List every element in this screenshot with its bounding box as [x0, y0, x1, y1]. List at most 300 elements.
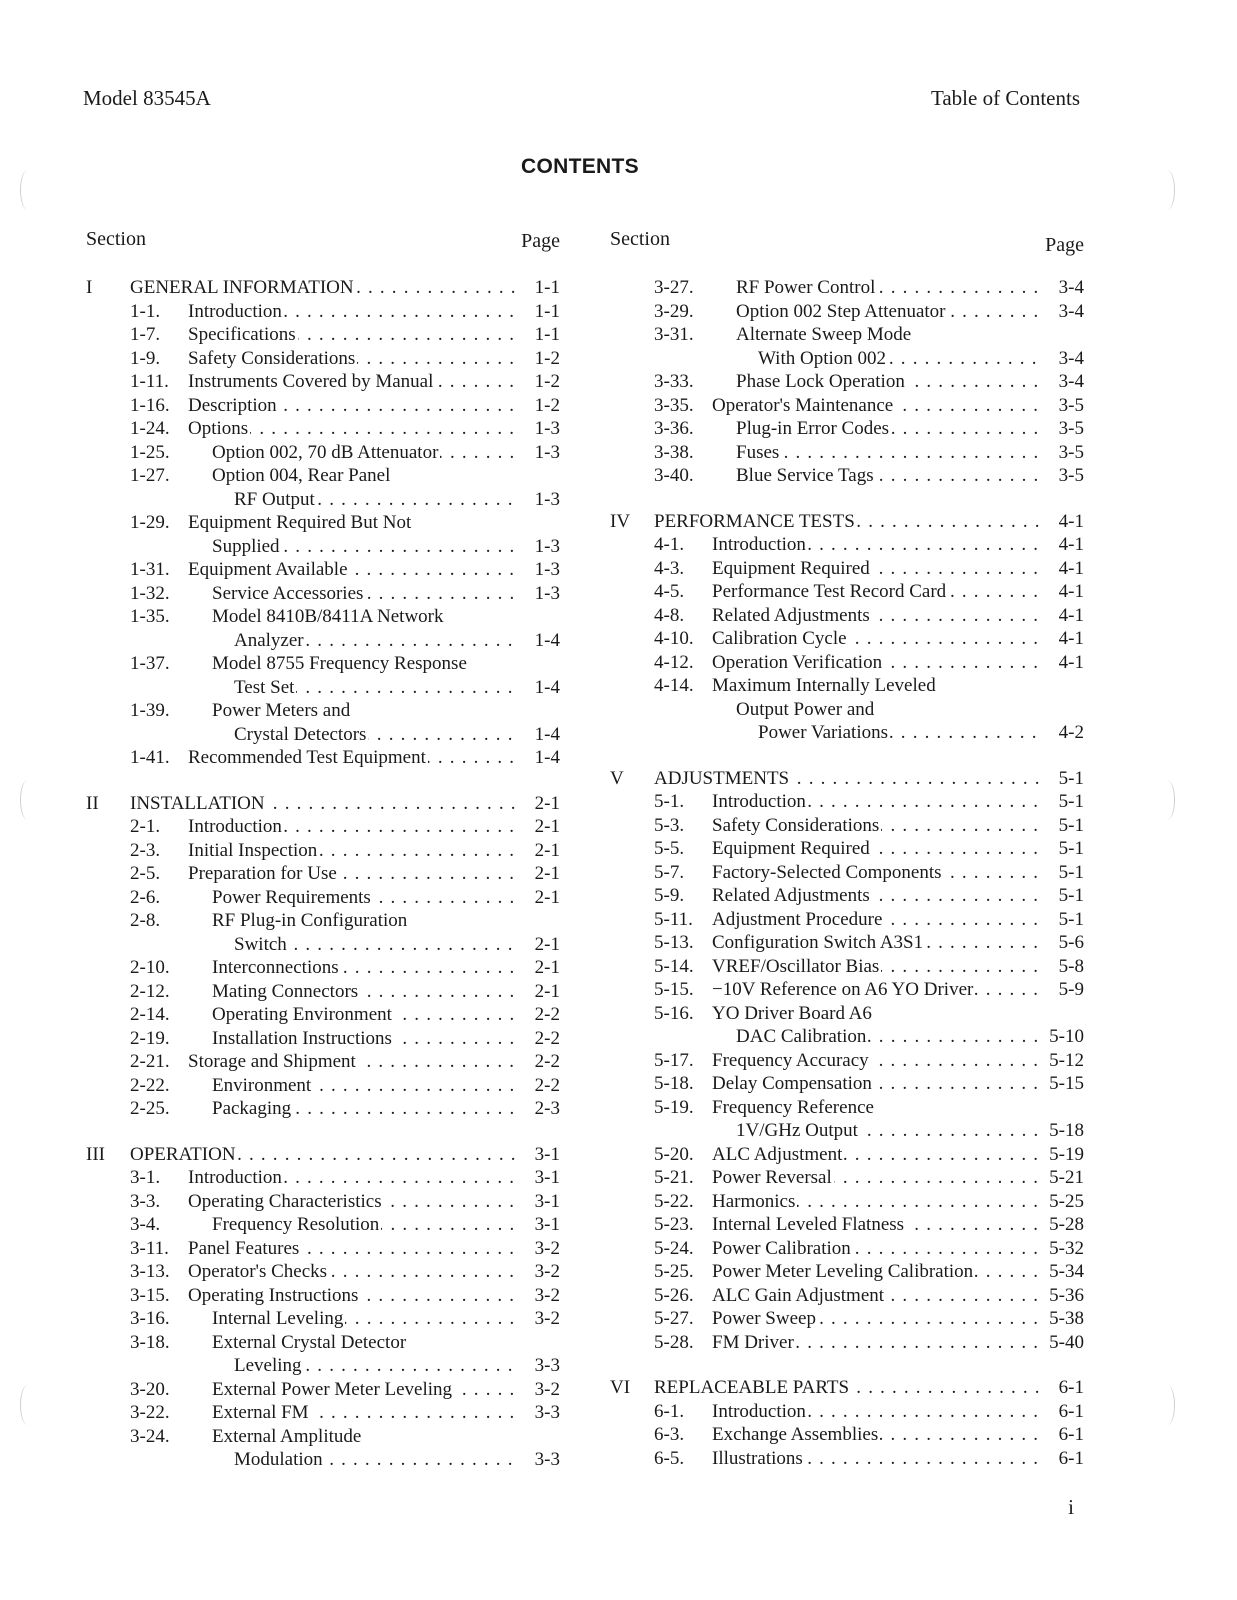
column-headings [606, 228, 1084, 276]
entry-title [736, 1119, 1040, 1143]
entry-page-number: 5-25 [1049, 1190, 1084, 1212]
entry-title-text: Option 002 Step Attenuator [736, 300, 946, 322]
entry-number: 1-29. [130, 512, 170, 533]
entry-title [712, 1284, 1040, 1308]
entry-page-number: 4-1 [1058, 510, 1084, 532]
entry-title [212, 1378, 516, 1402]
entry-title [736, 276, 1040, 300]
entry-title [130, 1143, 516, 1167]
entry-number: 5-3. [654, 814, 685, 836]
entry-title-text: ALC Gain Adjustment [712, 1284, 885, 1306]
entry-title [712, 884, 1040, 908]
entry-page-number: 5-1 [1058, 767, 1084, 789]
entry-number: 2-10. [130, 957, 170, 978]
toc-entry [606, 1260, 1084, 1284]
toc-entry [82, 652, 560, 676]
entry-title [212, 605, 516, 629]
entry-title [712, 1072, 1040, 1096]
section-heading: Section [610, 228, 670, 250]
toc-section-group [606, 767, 1084, 1355]
toc-entry [606, 627, 1084, 651]
entry-page-number: 3-5 [1058, 418, 1084, 439]
toc-entry [82, 300, 560, 324]
toc-entry [606, 884, 1084, 908]
toc-entry [82, 394, 560, 418]
entry-page-number: 5-28 [1049, 1214, 1084, 1235]
entry-number: 1-11. [130, 371, 169, 392]
entry-title-text: Supplied [212, 535, 280, 557]
entry-title-text: Operating Characteristics [188, 1190, 382, 1212]
toc-entry [606, 1284, 1084, 1308]
toc-entry [82, 1307, 560, 1331]
entry-page-number: 1-3 [534, 559, 560, 580]
toc-entry [606, 276, 1084, 300]
entry-title [212, 1425, 516, 1449]
entry-title-text: Blue Service Tags [736, 465, 874, 486]
entry-number: 3-15. [130, 1284, 170, 1306]
toc-entry [606, 533, 1084, 557]
entry-number: 2-6. [130, 886, 161, 908]
entry-title-text: Installation Instructions [212, 1027, 392, 1049]
toc-entry [82, 1378, 560, 1402]
toc-entry [82, 323, 560, 347]
entry-title-text: External Amplitude [212, 1425, 362, 1447]
entry-title [712, 557, 1040, 581]
entry-page-number: 5-12 [1049, 1049, 1084, 1071]
toc-entry [606, 814, 1084, 838]
entry-number: 1-32. [130, 582, 170, 604]
entry-page-number: 5-18 [1049, 1120, 1084, 1141]
entry-number: 5-13. [654, 932, 694, 953]
entry-page-number: 1-4 [534, 629, 560, 651]
entry-number: 1-31. [130, 559, 170, 580]
toc-entry [606, 370, 1084, 394]
entry-title-text: Performance Test Record Card [712, 581, 947, 602]
toc-entry [82, 370, 560, 394]
entry-number: 3-33. [654, 371, 694, 392]
toc-entry [82, 1331, 560, 1355]
entry-page-number: 2-1 [534, 863, 560, 884]
entry-title-text: Instruments Covered by Manual [188, 371, 434, 392]
entry-number: 5-23. [654, 1214, 694, 1235]
entry-number: 3-13. [130, 1261, 170, 1282]
toc-entry [82, 746, 560, 770]
entry-title [712, 861, 1040, 885]
entry-title [212, 1003, 516, 1027]
entry-title-text: Exchange Assemblies [712, 1424, 879, 1445]
entry-title [712, 580, 1040, 604]
entry-page-number: 4-2 [1058, 722, 1084, 743]
entry-title [654, 510, 1040, 534]
column-headings [82, 228, 560, 276]
entry-title [212, 1401, 516, 1425]
entry-title-text: Safety Considerations [712, 814, 880, 836]
toc-entry [606, 837, 1084, 861]
toc-entry [82, 1284, 560, 1308]
toc-entry [606, 1237, 1084, 1261]
entry-title [234, 1448, 516, 1472]
entry-title-text: Introduction [712, 1400, 806, 1422]
punch-hole-mark [1160, 1385, 1175, 1425]
entry-page-number: 4-1 [1058, 604, 1084, 626]
entry-number: 6-3. [654, 1424, 685, 1445]
toc-entry [606, 861, 1084, 885]
entry-number: 1-35. [130, 606, 170, 627]
entry-number: 5-15. [654, 979, 694, 1000]
entry-number: 4-12. [654, 651, 694, 673]
entry-title [712, 533, 1040, 557]
toc-section-group [606, 276, 1084, 488]
toc-entry [82, 1074, 560, 1098]
toc-entry [606, 441, 1084, 465]
entry-title-text: Power Requirements [212, 886, 371, 908]
entry-title [234, 676, 516, 700]
entry-title-text: Operator's Checks [188, 1261, 328, 1282]
entry-title [188, 1237, 516, 1261]
entry-number: 4-1. [654, 534, 685, 555]
entry-title [188, 1190, 516, 1214]
toc-entry [606, 1049, 1084, 1073]
page-title: CONTENTS [521, 155, 639, 178]
toc-entry [606, 417, 1084, 441]
entry-title-text: Output Power and [736, 698, 875, 720]
toc-entry [606, 1143, 1084, 1167]
toc-entry [606, 1376, 1084, 1400]
toc-entry [606, 1423, 1084, 1447]
entry-title [212, 441, 516, 465]
entry-page-number: 1-3 [534, 418, 560, 439]
entry-page-number: 1-2 [534, 371, 560, 392]
punch-hole-mark [20, 1385, 35, 1425]
toc-entry [606, 300, 1084, 324]
toc-entry [82, 417, 560, 441]
entry-title [712, 908, 1040, 932]
toc-entry [82, 464, 560, 488]
entry-page-number: 2-1 [534, 792, 560, 814]
entry-page-number: 5-21 [1049, 1167, 1084, 1188]
entry-number: 3-22. [130, 1402, 170, 1423]
entry-page-number: 3-1 [534, 1167, 560, 1188]
toc-entry [606, 1307, 1084, 1331]
entry-number: 3-35. [654, 394, 694, 416]
entry-number: 3-16. [130, 1308, 170, 1329]
entry-title-text: RF Plug-in Configuration [212, 910, 408, 931]
section-roman-numeral: II [86, 792, 99, 814]
entry-title-text: Alternate Sweep Mode [736, 324, 912, 345]
entry-title [736, 370, 1040, 394]
toc-entry [606, 580, 1084, 604]
entry-page-number: 4-1 [1058, 557, 1084, 579]
entry-title-text: Operation Verification [712, 651, 883, 673]
toc-entry [82, 933, 560, 957]
entry-title-text: Equipment Required But Not [188, 512, 412, 533]
entry-title [212, 980, 516, 1004]
toc-entry [82, 1097, 560, 1121]
entry-number: 1-37. [130, 653, 170, 674]
toc-entry [82, 605, 560, 629]
entry-title-text: Related Adjustments [712, 604, 870, 626]
entry-number: 1-25. [130, 441, 170, 463]
toc-entry [606, 1025, 1084, 1049]
entry-page-number: 5-40 [1049, 1331, 1084, 1353]
entry-title-text: Power Calibration [712, 1237, 851, 1259]
entry-title-text: 1V/GHz Output [736, 1120, 858, 1141]
entry-page-number: 5-32 [1049, 1237, 1084, 1259]
toc-entry [82, 535, 560, 559]
entry-page-number: 1-4 [534, 747, 560, 768]
entry-title-text: Recommended Test Equipment [188, 747, 426, 768]
entry-title [712, 814, 1040, 838]
entry-title-text: Test Set [234, 676, 295, 698]
entry-number: 5-5. [654, 838, 685, 859]
entry-page-number: 3-5 [1058, 441, 1084, 463]
toc-entry [82, 792, 560, 816]
header-model: Model 83545A [83, 86, 211, 110]
entry-page-number: 5-10 [1049, 1026, 1084, 1047]
entry-title-text: Adjustment Procedure [712, 908, 883, 930]
entry-title-text: Switch [234, 933, 287, 955]
entry-title-text: Specifications [188, 324, 296, 345]
toc-entry [606, 1331, 1084, 1355]
toc-entry [606, 908, 1084, 932]
toc-entry [82, 956, 560, 980]
toc-entry [606, 978, 1084, 1002]
toc-entry [82, 839, 560, 863]
entry-number: 2-22. [130, 1074, 170, 1096]
entry-number: 4-5. [654, 581, 685, 602]
entry-title [234, 629, 516, 653]
entry-page-number: 5-38 [1049, 1308, 1084, 1329]
header-section-title: Table of Contents [931, 86, 1080, 110]
entry-title [712, 1400, 1040, 1424]
entry-number: 5-14. [654, 955, 694, 977]
entry-title [212, 1331, 516, 1355]
toc-entry [606, 674, 1084, 698]
entry-title [712, 1166, 1040, 1190]
entry-title [712, 674, 1040, 698]
entry-page-number: 1-1 [534, 300, 560, 322]
entry-title [712, 1049, 1040, 1073]
entry-number: 5-25. [654, 1261, 694, 1282]
entry-title [712, 1237, 1040, 1261]
entry-page-number: 3-2 [534, 1284, 560, 1306]
entry-title-text: Equipment Required [712, 557, 870, 579]
toc-entry [82, 862, 560, 886]
entry-page-number: 2-2 [534, 1004, 560, 1025]
toc-entry [82, 1448, 560, 1472]
entry-title [654, 1376, 1040, 1400]
entry-title-text: Power Reversal [712, 1167, 832, 1188]
entry-title-text: REPLACEABLE PARTS [654, 1377, 850, 1398]
entry-title [736, 1025, 1040, 1049]
entry-page-number: 6-1 [1058, 1424, 1084, 1445]
entry-page-number: 2-2 [534, 1051, 560, 1072]
entry-title-text: Model 8755 Frequency Response [212, 653, 467, 674]
entry-title-text: Panel Features [188, 1237, 300, 1259]
entry-title-text: Power Meter Leveling Calibration [712, 1261, 974, 1282]
entry-page-number: 3-2 [534, 1308, 560, 1329]
entry-number: 5-27. [654, 1308, 694, 1329]
toc-entry [606, 651, 1084, 675]
entry-number: 1-41. [130, 747, 170, 768]
entry-page-number: 2-1 [534, 933, 560, 955]
entry-page-number: 3-2 [534, 1237, 560, 1259]
toc-entry [606, 1166, 1084, 1190]
entry-number: 5-26. [654, 1284, 694, 1306]
punch-hole-mark [20, 780, 35, 820]
entry-title [212, 1307, 516, 1331]
entry-number: 3-40. [654, 465, 694, 486]
entry-page-number: 5-1 [1058, 791, 1084, 812]
entry-page-number: 2-1 [534, 957, 560, 978]
entry-page-number: 2-1 [534, 980, 560, 1002]
entry-number: 5-24. [654, 1237, 694, 1259]
entry-title [212, 699, 516, 723]
entry-title [654, 767, 1040, 791]
entry-number: 5-1. [654, 791, 685, 812]
toc-entry [606, 1447, 1084, 1471]
entry-page-number: 2-1 [534, 839, 560, 861]
toc-entry [82, 676, 560, 700]
entry-title [736, 417, 1040, 441]
entry-title-text: DAC Calibration [736, 1026, 867, 1047]
toc-entry [82, 886, 560, 910]
toc-entry [82, 582, 560, 606]
entry-page-number: 5-1 [1058, 861, 1084, 883]
section-roman-numeral: V [610, 767, 624, 789]
entry-title-text: VREF/Oscillator Bias [712, 955, 880, 977]
toc-entry [82, 980, 560, 1004]
toc-left-column [82, 228, 560, 1494]
toc-entry [606, 1002, 1084, 1026]
entry-title [130, 276, 516, 300]
entry-page-number: 5-6 [1058, 932, 1084, 953]
entry-title-text: Packaging [212, 1098, 292, 1119]
entry-number: 1-24. [130, 418, 170, 439]
entry-title [712, 651, 1040, 675]
entry-title [188, 746, 516, 770]
entry-number: 5-11. [654, 908, 693, 930]
entry-number: 5-9. [654, 885, 685, 906]
entry-number: 2-5. [130, 863, 161, 884]
toc-entry [82, 815, 560, 839]
entry-title [712, 1307, 1040, 1331]
entry-title [212, 909, 516, 933]
entry-title [212, 1074, 516, 1098]
entry-number: 6-1. [654, 1400, 685, 1422]
entry-title-text: Introduction [188, 816, 282, 837]
entry-page-number: 5-1 [1058, 838, 1084, 859]
toc-entry [606, 604, 1084, 628]
entry-title-text: External FM [212, 1402, 309, 1423]
entry-number: 3-24. [130, 1425, 170, 1447]
entry-title-text: OPERATION [130, 1143, 236, 1165]
entry-number: 2-19. [130, 1027, 170, 1049]
entry-number: 5-16. [654, 1002, 694, 1024]
toc-entry [82, 276, 560, 300]
entry-page-number: 2-1 [534, 816, 560, 837]
entry-title [712, 627, 1040, 651]
entry-title [234, 488, 516, 512]
section-roman-numeral: IV [610, 510, 631, 532]
toc-entry [606, 1119, 1084, 1143]
toc-entry [82, 511, 560, 535]
entry-title [212, 652, 516, 676]
entry-number: 4-8. [654, 604, 685, 626]
toc-groups [82, 276, 560, 1472]
entry-title [712, 1260, 1040, 1284]
entry-title [712, 1213, 1040, 1237]
toc-entry [606, 790, 1084, 814]
toc-entry [606, 955, 1084, 979]
toc-entry [606, 510, 1084, 534]
entry-title-text: Interconnections [212, 957, 339, 978]
entry-title [188, 558, 516, 582]
entry-page-number: 1-2 [534, 394, 560, 416]
entry-page-number: 3-4 [1058, 371, 1084, 392]
entry-title [234, 1354, 516, 1378]
entry-page-number: 5-8 [1058, 955, 1084, 977]
entry-page-number: 5-34 [1049, 1261, 1084, 1282]
entry-page-number: 5-1 [1058, 814, 1084, 836]
entry-title [212, 582, 516, 606]
entry-title [212, 464, 516, 488]
toc-entry [606, 1213, 1084, 1237]
entry-title [712, 604, 1040, 628]
toc-section-group [82, 276, 560, 770]
entry-page-number: 1-1 [534, 277, 560, 298]
entry-title-text: Power Meters and [212, 700, 351, 721]
entry-title-text: Related Adjustments [712, 885, 870, 906]
entry-title [736, 464, 1040, 488]
entry-title-text: RF Power Control [736, 277, 876, 298]
toc-entry [82, 347, 560, 371]
entry-page-number: 1-3 [534, 441, 560, 463]
entry-title [712, 1096, 1040, 1120]
entry-number: 5-22. [654, 1190, 694, 1212]
entry-title [712, 1190, 1040, 1214]
entry-title-text: Operating Instructions [188, 1284, 359, 1306]
entry-title-text: Configuration Switch A3S1 [712, 932, 924, 953]
entry-title [736, 698, 1040, 722]
entry-number: 6-5. [654, 1447, 685, 1469]
toc-entry [82, 1401, 560, 1425]
entry-title-text: Description [188, 394, 277, 416]
toc-entry [82, 1166, 560, 1190]
entry-page-number: 3-1 [534, 1190, 560, 1212]
toc-entry [82, 488, 560, 512]
entry-title-text: Analyzer [234, 629, 304, 651]
toc-entry [606, 394, 1084, 418]
entry-number: 4-3. [654, 557, 685, 579]
entry-title [188, 370, 516, 394]
entry-page-number: 4-1 [1058, 628, 1084, 649]
entry-number: 3-11. [130, 1237, 169, 1259]
toc-entry [82, 723, 560, 747]
toc-entry [606, 767, 1084, 791]
entry-number: 4-14. [654, 675, 694, 696]
entry-title [712, 1002, 1040, 1026]
entry-title-text: YO Driver Board A6 [712, 1002, 872, 1024]
entry-title [736, 323, 1040, 347]
entry-number: 5-28. [654, 1331, 694, 1353]
entry-title [188, 300, 516, 324]
entry-number: 1-1. [130, 300, 161, 322]
toc-section-group [606, 1376, 1084, 1470]
entry-page-number: 3-2 [534, 1261, 560, 1282]
entry-title [188, 1050, 516, 1074]
entry-title-text: Preparation for Use [188, 863, 337, 884]
